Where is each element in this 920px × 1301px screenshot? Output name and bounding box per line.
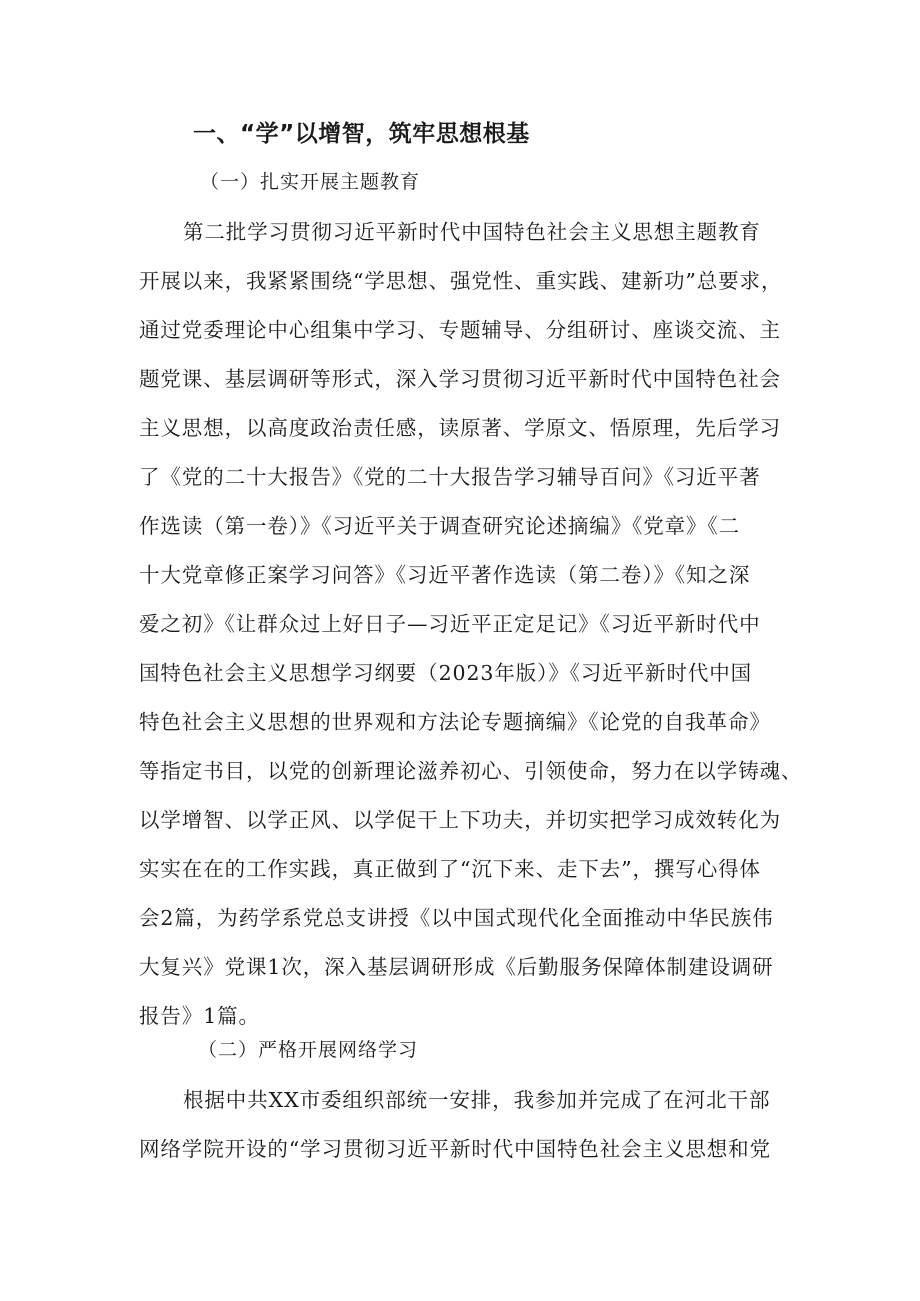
paragraph-line: 十大党章修正案学习问答》《习近平著作选读（第二卷）》《知之深 [139, 563, 751, 587]
paragraph-line: 实实在在的工作实践，真正做到了“沉下来、走下去”，撰写心得体 [139, 857, 761, 881]
paragraph-line: 等指定书目，以党的创新理论滋养初心、引领使命，努力在以学铸魂、 [139, 759, 803, 783]
paragraph-line: 通过党委理论中心组集中学习、专题辅导、分组研讨、座谈交流、主 [139, 318, 781, 342]
paragraph-line: 大复兴》党课1次，深入基层调研形成《后勤服务保障体制建设调研 [139, 955, 774, 979]
paragraph-line: 作选读（第一卷）》《习近平关于调查研究论述摘编》《党章》《二 [139, 514, 740, 538]
paragraph-line: 爱之初》《让群众过上好日子—习近平正定足记》《习近平新时代中 [139, 612, 761, 636]
paragraph-line: 以学增智、以学正风、以学促干上下功夫，并切实把学习成效转化为 [139, 808, 781, 832]
subsection-1-title: （一）扎实开展主题教育 [200, 171, 421, 193]
paragraph-line: 开展以来，我紧紧围绕“学思想、强党性、重实践、建新功”总要求， [139, 269, 783, 293]
paragraph-line: 主义思想，以高度政治责任感，读原著、学原文、悟原理，先后学习 [139, 416, 781, 440]
paragraph-line: 国特色社会主义思想学习纲要（2023年版）》《习近平新时代中国 [139, 661, 753, 685]
paragraph-line: 网络学院开设的“学习贯彻习近平新时代中国特色社会主义思想和党 [139, 1137, 771, 1161]
paragraph-line: 了《党的二十大报告》《党的二十大报告学习辅导百问》《习近平著 [139, 465, 761, 489]
paragraph-line: 第二批学习贯彻习近平新时代中国特色社会主义思想主题教育 [183, 220, 761, 244]
paragraph-line: 题党课、基层调研等形式，深入学习贯彻习近平新时代中国特色社会 [139, 367, 781, 391]
paragraph-line: 报告》1篇。 [139, 1004, 260, 1028]
subsection-2-title: （二）严格开展网络学习 [198, 1039, 419, 1061]
section-heading: 一、“学”以增智，筑牢思想根基 [193, 121, 530, 147]
paragraph-line: 特色社会主义思想的世界观和方法论专题摘编》《论党的自我革命》 [139, 710, 771, 734]
paragraph-line: 会2篇，为药学系党总支讲授《以中国式现代化全面推动中华民族伟 [139, 906, 774, 930]
paragraph-line: 根据中共XX市委组织部统一安排，我参加并完成了在河北干部 [183, 1088, 771, 1112]
